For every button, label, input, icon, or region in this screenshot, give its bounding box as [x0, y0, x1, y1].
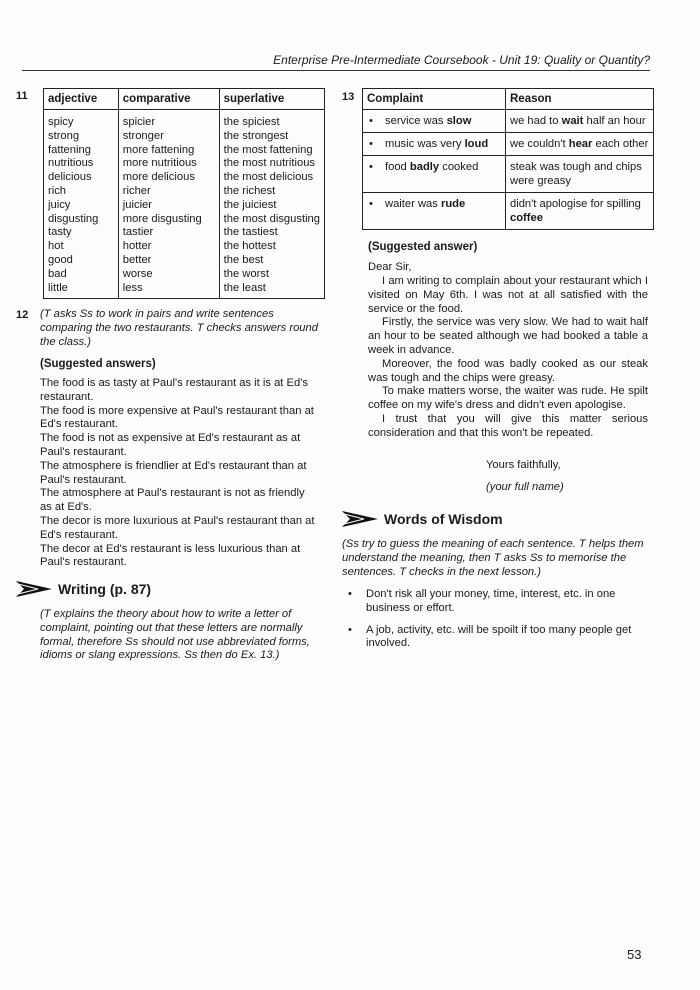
superlative-cell: the most nutritious [223, 157, 316, 170]
comparative-cell: hotter [122, 240, 152, 253]
letter-paragraph: Moreover, the food was badly cooked as our steak was tough and the chips were greasy. [368, 357, 648, 384]
page-number: 53 [627, 947, 642, 962]
writing-heading-text: Writing (p. 87) [58, 581, 152, 597]
table-row [363, 110, 654, 133]
superlative-cell: the richest [223, 184, 276, 197]
comparative-cell: juicier [122, 198, 153, 211]
adjective-cell: tasty [48, 226, 72, 239]
reason-cell: steak was tough and chips were greasy [506, 156, 654, 193]
answer-sentence: The atmosphere at Paul's restaurant is not as friendly as at Ed's. [40, 487, 305, 514]
answer-sentence: The decor is more luxurious at Paul's restaurant than at Ed's restaurant. [40, 514, 315, 541]
superlative-cell: the worst [223, 267, 269, 280]
comparative-cell: richer [122, 184, 151, 197]
exercise-13-subheading: (Suggested answer) [368, 241, 478, 253]
comparative-cell: more delicious [122, 171, 195, 184]
adjective-cell: nutritious [48, 157, 94, 170]
exercise-13-number: 13 [342, 91, 355, 103]
answer-sentence: The food is more expensive at Paul's restaurant than at Ed's restaurant. [40, 404, 314, 431]
wisdom-text: A job, activity, etc. will be spoilt if too many people get involved. [366, 623, 632, 650]
letter-paragraph: I am writing to complain about your restaurant which I visited on May 6th. I was not at all satisfied with the service or the food. [368, 275, 648, 315]
exercise-12-instruction: (T asks Ss to work in pairs and write sentences comparing the two restaurants. T checks answers round the class.) [40, 308, 318, 348]
superlative-cell: the spiciest [223, 116, 280, 128]
writing-instruction: (T explains the theory about how to write a letter of complaint, pointing out that these letters are normally formal, therefore Ss should not use abbreviated forms, idioms or slang expressions. Ss then do Ex. 13.) [40, 608, 310, 662]
complaint-table [362, 88, 654, 230]
complaint-cell: • waiter was rude [363, 193, 506, 230]
comparative-cell: more disgusting [122, 212, 202, 225]
letter-salutation: Dear Sir, [368, 261, 412, 273]
wisdom-instruction: (Ss try to guess the meaning of each sentence. T helps them understand the meaning, then T asks Ss to memorise the sentences. T checks in the next lesson.) [342, 538, 644, 578]
arrow-icon [342, 510, 378, 528]
answer-sentence: The atmosphere is friendlier at Ed's restaurant than at Paul's restaurant. [40, 459, 307, 486]
wisdom-heading-text: Words of Wisdom [384, 511, 503, 527]
superlative-cell: the tastiest [223, 226, 278, 239]
letter-body [368, 275, 648, 441]
adjective-cell: delicious [48, 171, 92, 184]
answer-sentence: The decor at Ed's restaurant is less luxurious than at Paul's restaurant. [40, 542, 301, 569]
comparative-cell: less [122, 281, 143, 294]
col-complaint: Complaint [363, 89, 506, 110]
comparative-cell: worse [122, 267, 153, 280]
superlative-cell: the best [223, 253, 264, 266]
adjective-cell: hot [48, 240, 64, 253]
letter-paragraph: Firstly, the service was very slow. We had to wait half an hour to be seated although we had booked a table a week in advance. [368, 316, 648, 356]
exercise-11-number: 11 [16, 90, 28, 102]
wisdom-list [348, 588, 648, 659]
col-reason: Reason [506, 89, 654, 110]
col-superlative: superlative [219, 89, 324, 110]
col-adjective: adjective [44, 89, 119, 110]
adjective-cell: strong [48, 129, 80, 142]
adjective-column [44, 110, 119, 299]
bullet-icon: • [348, 588, 352, 600]
writing-heading [16, 580, 151, 598]
superlative-cell: the juiciest [223, 198, 277, 211]
letter-signature: (your full name) [486, 481, 564, 493]
superlative-cell: the least [223, 281, 266, 294]
exercise-12-answers [40, 377, 318, 570]
comparative-cell: tastier [122, 226, 154, 239]
bullet-icon: • [348, 623, 352, 636]
complaint-cell: • service was slow [363, 110, 506, 133]
table-row [363, 133, 654, 156]
complaint-cell: • food badly cooked [363, 156, 506, 193]
header-rule [22, 70, 650, 71]
answer-sentence: The food is as tasty at Paul's restaurant as it is at Ed's restaurant. [40, 377, 308, 403]
wisdom-text: Don't risk all your money, time, interest, etc. in one business or effort. [366, 588, 616, 614]
adjective-cell: disgusting [48, 212, 99, 225]
exercise-12-subheading: (Suggested answers) [40, 358, 156, 370]
adjective-cell: good [48, 253, 73, 266]
reason-cell: we couldn't hear each other [506, 133, 654, 156]
comparative-cell: more fattening [122, 143, 195, 156]
reason-cell: we had to wait half an hour [506, 110, 654, 133]
adjective-cell: juicy [48, 198, 71, 211]
comparative-column [118, 110, 219, 299]
comparative-cell: stronger [122, 129, 164, 142]
letter-paragraph: I trust that you will give this matter serious consideration and that this won't be repeated. [368, 412, 648, 439]
letter-closing: Yours faithfully, [486, 459, 561, 471]
comparative-cell: spicier [122, 116, 156, 128]
adjective-cell: spicy [48, 116, 74, 128]
comparatives-table [43, 88, 325, 299]
letter-paragraph: To make matters worse, the waiter was rude. He spilt coffee on my wife's dress and didn't even apologise. [368, 385, 648, 412]
arrow-icon [16, 580, 52, 598]
list-item [348, 588, 648, 616]
superlative-cell: the most disgusting [223, 212, 320, 225]
wisdom-heading [342, 510, 503, 528]
answer-sentence: The food is not as expensive at Ed's restaurant as at Paul's restaurant. [40, 432, 301, 458]
adjective-cell: bad [48, 267, 67, 280]
superlative-cell: the hottest [223, 240, 276, 253]
adjective-cell: rich [48, 184, 67, 197]
comparative-cell: more nutritious [122, 157, 197, 170]
bullet-icon: • [369, 161, 373, 173]
exercise-12-number: 12 [16, 309, 29, 321]
col-comparative: comparative [118, 89, 219, 110]
bullet-icon: • [369, 198, 373, 210]
superlative-cell: the most delicious [223, 171, 314, 184]
bullet-icon: • [369, 138, 373, 150]
superlative-cell: the strongest [223, 129, 289, 142]
reason-cell: didn't apologise for spilling coffee [506, 193, 654, 230]
comparative-cell: better [122, 253, 152, 266]
list-item [348, 624, 648, 652]
complaint-cell: • music was very loud [363, 133, 506, 156]
table-row [363, 193, 654, 230]
bullet-icon: • [369, 115, 373, 127]
adjective-cell: little [48, 281, 68, 294]
superlative-cell: the most fattening [223, 143, 313, 156]
superlative-column [219, 110, 324, 299]
table-row [363, 156, 654, 193]
page-header: Enterprise Pre-Intermediate Coursebook - Unit 19: Quality or Quantity? [273, 53, 650, 67]
adjective-cell: fattening [48, 143, 91, 156]
